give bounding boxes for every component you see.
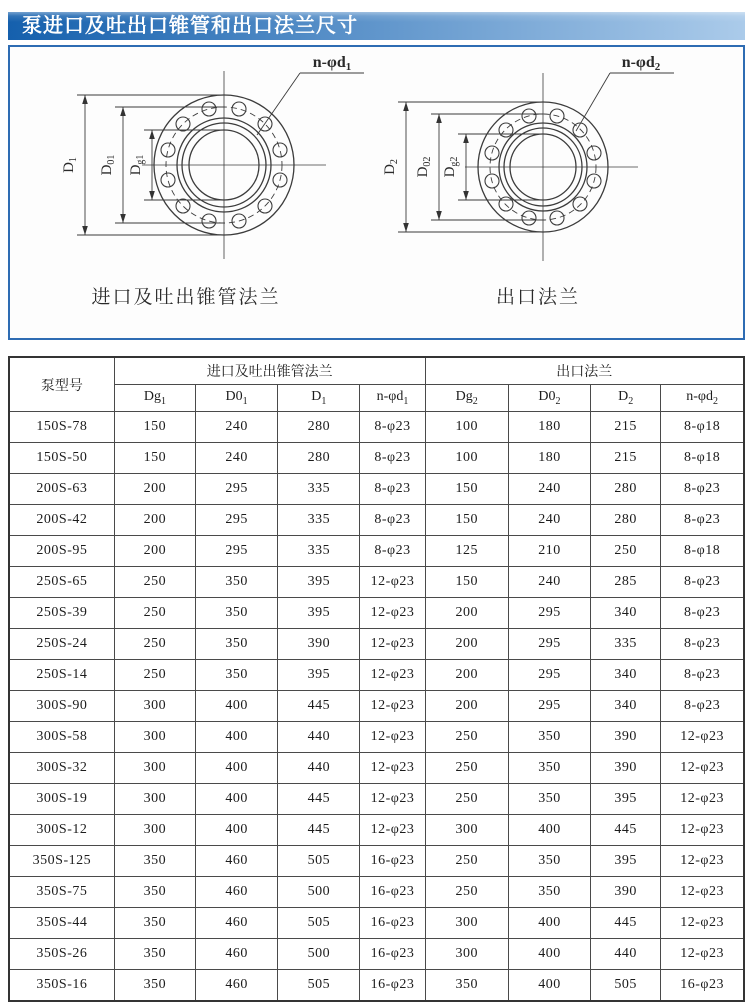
dimension-cell: 240 <box>196 443 278 474</box>
dimension-cell: 395 <box>591 846 661 877</box>
table-row <box>9 970 744 1002</box>
table-row <box>9 846 744 877</box>
col-header-1 <box>196 385 278 412</box>
dimension-cell: 295 <box>508 660 590 691</box>
table-row <box>9 567 744 598</box>
dimension-cell: 335 <box>278 474 360 505</box>
col-header-subscript: 1 <box>403 395 409 407</box>
outlet-bore-diameter-label: $D_{g2}$ <box>442 156 460 178</box>
dimension-cell: 295 <box>508 598 590 629</box>
dimension-cell: 250 <box>114 598 195 629</box>
col-header-6 <box>591 385 661 412</box>
dimension-cell: 505 <box>278 846 360 877</box>
pump-model-cell: 200S-42 <box>9 505 114 536</box>
table-row <box>9 474 744 505</box>
dimension-cell: 445 <box>591 815 661 846</box>
dimension-cell: 335 <box>278 505 360 536</box>
dimension-cell: 200 <box>425 598 508 629</box>
dimension-cell: 300 <box>114 691 195 722</box>
dimension-cell: 350 <box>114 846 195 877</box>
dimension-cell: 400 <box>196 691 278 722</box>
flange-diagram-svg <box>10 47 743 338</box>
page-title: 泵进口及吐出口锥管和出口法兰尺寸 <box>8 12 745 40</box>
col-header-base: D0 <box>538 389 556 405</box>
table-row <box>9 629 744 660</box>
inlet-bolt-note-label: n-φd1 <box>312 54 352 73</box>
dimension-cell: 250 <box>425 784 508 815</box>
dimension-cell: 300 <box>425 939 508 970</box>
dimension-cell: 125 <box>425 536 508 567</box>
inlet-bore-diameter-label: $D_{g1}$ <box>128 154 146 176</box>
dimension-cell: 8-φ23 <box>360 412 425 443</box>
table-row <box>9 505 744 536</box>
dimension-cell: 350 <box>114 970 195 1002</box>
dimension-cell: 500 <box>278 939 360 970</box>
pump-model-cell: 350S-125 <box>9 846 114 877</box>
dimension-cell: 250 <box>425 877 508 908</box>
dimension-cell: 350 <box>508 877 590 908</box>
dimension-cell: 395 <box>278 598 360 629</box>
col-header-4 <box>425 385 508 412</box>
dimension-cell: 340 <box>591 598 661 629</box>
dimension-cell: 12-φ23 <box>360 567 425 598</box>
dimension-cell: 285 <box>591 567 661 598</box>
dimension-cell: 350 <box>508 753 590 784</box>
dimension-cell: 12-φ23 <box>360 629 425 660</box>
col-header-0 <box>114 385 195 412</box>
dimension-cell: 8-φ18 <box>661 443 744 474</box>
dimension-cell: 12-φ23 <box>661 753 744 784</box>
dimension-cell: 350 <box>508 784 590 815</box>
dimension-cell: 210 <box>508 536 590 567</box>
col-header-pump-model: 泵型号 <box>9 357 114 412</box>
dimension-cell: 8-φ23 <box>661 505 744 536</box>
flange-dimension-table <box>8 356 745 1002</box>
dimension-cell: 12-φ23 <box>360 598 425 629</box>
dimension-cell: 12-φ23 <box>360 660 425 691</box>
dimension-cell: 8-φ23 <box>661 567 744 598</box>
col-header-subscript: 1 <box>160 395 166 407</box>
col-header-subscript: 2 <box>472 395 478 407</box>
dimension-cell: 350 <box>114 939 195 970</box>
dimension-cell: 12-φ23 <box>661 722 744 753</box>
dimension-cell: 16-φ23 <box>360 877 425 908</box>
dimension-cell: 12-φ23 <box>661 908 744 939</box>
dimension-cell: 240 <box>196 412 278 443</box>
dimension-cell: 215 <box>591 412 661 443</box>
table-row <box>9 815 744 846</box>
pump-model-cell: 350S-44 <box>9 908 114 939</box>
dimension-cell: 8-φ23 <box>661 598 744 629</box>
dimension-cell: 250 <box>425 753 508 784</box>
col-header-base: D0 <box>225 389 243 405</box>
dimension-cell: 8-φ23 <box>661 691 744 722</box>
dimension-cell: 395 <box>278 567 360 598</box>
dimension-cell: 440 <box>278 722 360 753</box>
dimension-cell: 335 <box>278 536 360 567</box>
dimension-cell: 460 <box>196 846 278 877</box>
dimension-cell: 300 <box>114 784 195 815</box>
dimension-cell: 350 <box>425 970 508 1002</box>
dimension-cell: 12-φ23 <box>360 753 425 784</box>
table-row <box>9 536 744 567</box>
pump-model-cell: 300S-58 <box>9 722 114 753</box>
col-header-7 <box>661 385 744 412</box>
flange-diagram-panel <box>8 45 745 340</box>
dimension-cell: 8-φ23 <box>360 536 425 567</box>
dimension-cell: 395 <box>278 660 360 691</box>
col-header-subscript: 2 <box>555 395 561 407</box>
col-header-3 <box>360 385 425 412</box>
outlet-centerlines <box>465 73 638 261</box>
dimension-cell: 445 <box>591 908 661 939</box>
dimension-cell: 200 <box>425 660 508 691</box>
dimension-cell: 350 <box>196 660 278 691</box>
dimension-cell: 445 <box>278 691 360 722</box>
dimension-cell: 8-φ18 <box>661 536 744 567</box>
dimension-cell: 350 <box>508 722 590 753</box>
dimension-cell: 280 <box>591 505 661 536</box>
dimension-cell: 8-φ18 <box>661 412 744 443</box>
dimension-cell: 8-φ23 <box>360 505 425 536</box>
dimension-cell: 460 <box>196 970 278 1002</box>
dimension-cell: 400 <box>196 815 278 846</box>
dimension-cell: 350 <box>114 908 195 939</box>
dimension-cell: 300 <box>114 722 195 753</box>
dimension-cell: 505 <box>278 970 360 1002</box>
dimension-cell: 12-φ23 <box>360 815 425 846</box>
pump-model-cell: 250S-65 <box>9 567 114 598</box>
pump-model-cell: 250S-14 <box>9 660 114 691</box>
dimension-cell: 280 <box>278 412 360 443</box>
dimension-cell: 100 <box>425 443 508 474</box>
table-row <box>9 784 744 815</box>
dimension-cell: 295 <box>508 691 590 722</box>
dimension-cell: 505 <box>591 970 661 1002</box>
dimension-cell: 150 <box>425 474 508 505</box>
dimension-cell: 12-φ23 <box>360 691 425 722</box>
inlet-flange-diagram <box>61 54 364 308</box>
group-header-outlet-flange: 出口法兰 <box>425 357 744 385</box>
dimension-cell: 12-φ23 <box>661 784 744 815</box>
dimension-cell: 335 <box>591 629 661 660</box>
col-header-base: Dg <box>455 389 473 405</box>
table-row <box>9 443 744 474</box>
pump-model-cell: 250S-39 <box>9 598 114 629</box>
dimension-cell: 295 <box>196 536 278 567</box>
dimension-cell: 400 <box>508 939 590 970</box>
table-row <box>9 877 744 908</box>
dimension-cell: 280 <box>591 474 661 505</box>
dimension-cell: 100 <box>425 412 508 443</box>
table-row <box>9 753 744 784</box>
pump-model-cell: 300S-19 <box>9 784 114 815</box>
table-row <box>9 691 744 722</box>
dimension-cell: 300 <box>114 815 195 846</box>
dimension-cell: 400 <box>508 815 590 846</box>
dimension-cell: 8-φ23 <box>661 629 744 660</box>
dimension-cell: 200 <box>425 691 508 722</box>
dimension-cell: 390 <box>278 629 360 660</box>
dimension-cell: 350 <box>196 598 278 629</box>
dimension-cell: 395 <box>591 784 661 815</box>
dimension-cell: 460 <box>196 908 278 939</box>
dimension-cell: 440 <box>591 939 661 970</box>
col-header-subscript: 1 <box>321 395 327 407</box>
dimension-cell: 440 <box>278 753 360 784</box>
dimension-cell: 12-φ23 <box>661 815 744 846</box>
group-header-inlet-flange: 进口及吐出锥管法兰 <box>114 357 425 385</box>
col-header-base: n-φd <box>376 389 404 405</box>
group-header-row <box>9 357 744 385</box>
dimension-cell: 200 <box>114 505 195 536</box>
dimension-cell: 150 <box>425 505 508 536</box>
dimension-cell: 295 <box>508 629 590 660</box>
dimension-cell: 12-φ23 <box>661 846 744 877</box>
col-header-base: D <box>618 389 629 405</box>
dimension-cell: 200 <box>425 629 508 660</box>
dimension-cell: 215 <box>591 443 661 474</box>
dimension-cell: 460 <box>196 877 278 908</box>
inlet-centerlines <box>142 71 326 259</box>
dimension-cell: 400 <box>508 970 590 1002</box>
dimension-cell: 400 <box>196 722 278 753</box>
column-header-row <box>9 385 744 412</box>
dimension-cell: 300 <box>425 815 508 846</box>
inlet-bolt-circle-diameter-label: $D_{01}$ <box>99 154 117 176</box>
dimension-cell: 390 <box>591 722 661 753</box>
dimension-cell: 350 <box>196 629 278 660</box>
dimension-cell: 8-φ23 <box>360 474 425 505</box>
pump-model-cell: 150S-50 <box>9 443 114 474</box>
dimension-cell: 250 <box>425 846 508 877</box>
inlet-flange-caption: 进口及吐出锥管法兰 <box>91 287 281 308</box>
dimension-cell: 12-φ23 <box>360 784 425 815</box>
dimension-cell: 445 <box>278 784 360 815</box>
dimension-cell: 12-φ23 <box>360 722 425 753</box>
dimension-cell: 295 <box>196 474 278 505</box>
dimension-cell: 400 <box>508 908 590 939</box>
pump-model-cell: 300S-12 <box>9 815 114 846</box>
col-header-base: D <box>311 389 322 405</box>
dimension-cell: 180 <box>508 443 590 474</box>
dimension-cell: 280 <box>278 443 360 474</box>
dimension-cell: 150 <box>425 567 508 598</box>
dimension-cell: 295 <box>196 505 278 536</box>
dimension-cell: 8-φ23 <box>360 443 425 474</box>
dimension-cell: 350 <box>508 846 590 877</box>
pump-model-cell: 200S-95 <box>9 536 114 567</box>
dimension-cell: 390 <box>591 753 661 784</box>
outlet-bolt-circle-diameter-label: $D_{02}$ <box>415 156 433 178</box>
dimension-cell: 250 <box>114 660 195 691</box>
col-header-2 <box>278 385 360 412</box>
dimension-cell: 8-φ23 <box>661 474 744 505</box>
table-row <box>9 722 744 753</box>
dimension-cell: 200 <box>114 474 195 505</box>
outlet-outer-diameter-label: $D_2$ <box>382 159 400 175</box>
pump-model-cell: 300S-90 <box>9 691 114 722</box>
table-row <box>9 412 744 443</box>
dimension-cell: 16-φ23 <box>360 846 425 877</box>
outlet-bolt-note-label: n-φd2 <box>621 54 661 73</box>
dimension-cell: 505 <box>278 908 360 939</box>
col-header-subscript: 2 <box>712 395 718 407</box>
table-row <box>9 598 744 629</box>
dimension-cell: 340 <box>591 691 661 722</box>
col-header-subscript: 2 <box>628 395 634 407</box>
dimension-cell: 12-φ23 <box>661 939 744 970</box>
dimension-cell: 500 <box>278 877 360 908</box>
dimension-cell: 350 <box>114 877 195 908</box>
col-header-base: Dg <box>143 389 161 405</box>
pump-model-cell: 350S-16 <box>9 970 114 1002</box>
pump-model-cell: 150S-78 <box>9 412 114 443</box>
dimension-cell: 240 <box>508 505 590 536</box>
dimension-cell: 390 <box>591 877 661 908</box>
table-row <box>9 939 744 970</box>
dimension-cell: 400 <box>196 753 278 784</box>
dimension-cell: 300 <box>114 753 195 784</box>
dimension-cell: 240 <box>508 567 590 598</box>
pump-model-cell: 350S-26 <box>9 939 114 970</box>
col-header-5 <box>508 385 590 412</box>
outlet-flange-caption: 出口法兰 <box>495 287 581 308</box>
dimension-cell: 16-φ23 <box>360 939 425 970</box>
pump-model-cell: 300S-32 <box>9 753 114 784</box>
col-header-base: n-φd <box>686 389 713 405</box>
outlet-dimension-lines <box>398 73 674 232</box>
dimension-cell: 400 <box>196 784 278 815</box>
dimension-cell: 16-φ23 <box>661 970 744 1002</box>
dimension-cell: 200 <box>114 536 195 567</box>
dimension-cell: 8-φ23 <box>661 660 744 691</box>
dimension-cell: 240 <box>508 474 590 505</box>
dimension-cell: 16-φ23 <box>360 970 425 1002</box>
dimension-cell: 445 <box>278 815 360 846</box>
dimension-cell: 250 <box>591 536 661 567</box>
dimension-cell: 180 <box>508 412 590 443</box>
table-row <box>9 908 744 939</box>
dimension-cell: 150 <box>114 443 195 474</box>
pump-model-cell: 250S-24 <box>9 629 114 660</box>
inlet-outer-diameter-label: $D_1$ <box>61 157 79 173</box>
dimension-cell: 12-φ23 <box>661 877 744 908</box>
inlet-dimension-lines <box>77 73 364 235</box>
dimension-cell: 150 <box>114 412 195 443</box>
pump-model-cell: 350S-75 <box>9 877 114 908</box>
dimension-cell: 250 <box>425 722 508 753</box>
dimension-cell: 300 <box>425 908 508 939</box>
pump-model-cell: 200S-63 <box>9 474 114 505</box>
table-row <box>9 660 744 691</box>
dimension-cell: 250 <box>114 567 195 598</box>
dimension-cell: 350 <box>196 567 278 598</box>
outlet-flange-diagram <box>382 54 674 308</box>
dimension-cell: 16-φ23 <box>360 908 425 939</box>
dimension-cell: 340 <box>591 660 661 691</box>
dimension-cell: 460 <box>196 939 278 970</box>
col-header-subscript: 1 <box>242 395 248 407</box>
dimension-cell: 250 <box>114 629 195 660</box>
